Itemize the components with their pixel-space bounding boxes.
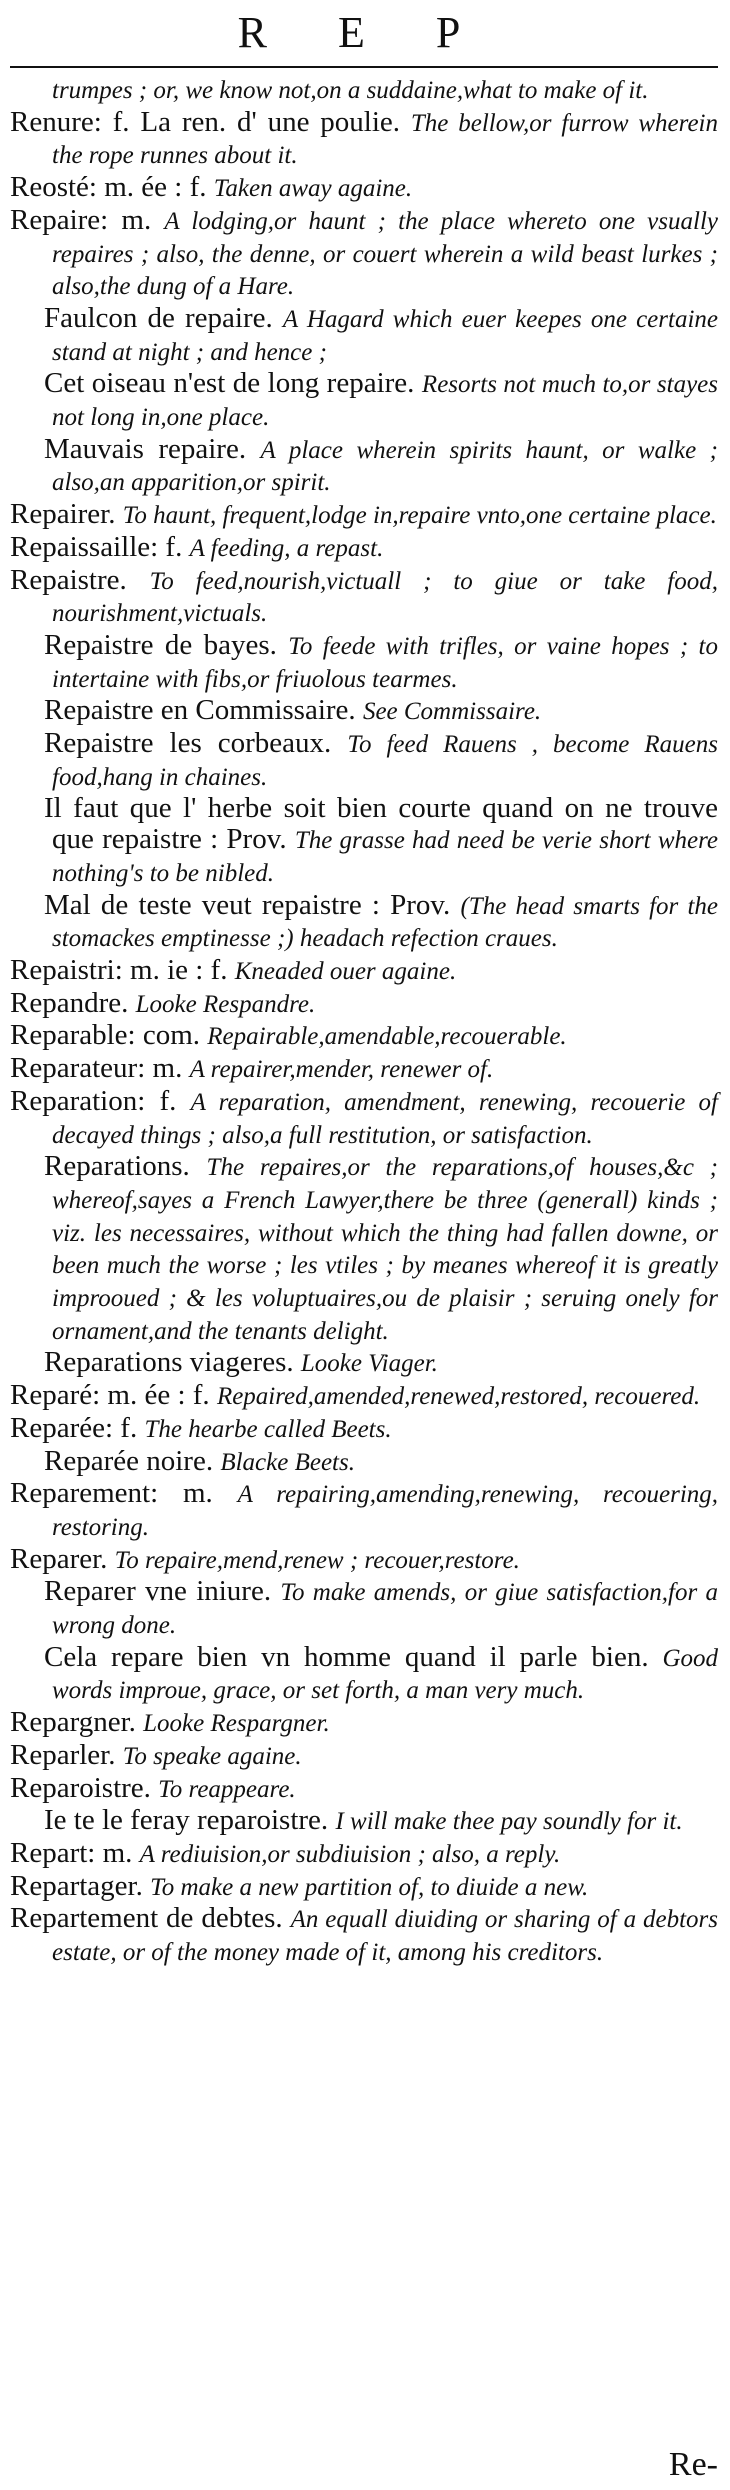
entry-headword: Repaissaille: f. [10,530,183,563]
entry-gloss: To feed,nourish,victuall ; to giue or take food, nourishment,victuals. [52,567,718,628]
dictionary-entry [10,793,718,889]
catchword: Re- [668,2446,718,2483]
dictionary-entry [10,74,718,107]
entry-headword: Reparée: f. [10,1411,138,1444]
entry-headword: Faulcon de repaire. [44,301,273,334]
entry-gloss: A lodging,or haunt ; the place whereto one vsually repaires ; also, the denne, or couert wherein a wild beast lurkes ; also,the dung of a Hare. [52,207,718,301]
entry-headword: Repaistri: m. ie : f. [10,953,228,986]
entry-headword: Reparateur: m. [10,1052,183,1085]
entry-headword: Repaistre les corbeaux. [44,727,332,760]
dictionary-entry [10,988,718,1021]
entry-headword: Ie te le feray reparoistre. [44,1804,329,1837]
entry-headword: Mauvais repaire. [44,432,247,465]
entry-headword: Repaistre de bayes. [44,628,277,661]
entry-gloss: The hearbe called Beets. [144,1415,392,1443]
entry-gloss: A repairer,mender, renewer of. [189,1056,494,1084]
dictionary-entry [10,1642,718,1707]
entry-headword: Mal de teste veut repaistre : Prov. [44,888,451,921]
dictionary-entry [10,565,718,630]
dictionary-entry [10,1413,718,1446]
entry-headword: Cet oiseau n'est de long repaire. [44,367,415,400]
entry-headword: Repaistre en Commissaire. [44,694,356,727]
entry-headword: Repartager. [10,1869,143,1902]
entry-gloss: Good words improue, grace, or set forth, a man very much. [52,1644,719,1705]
dictionary-entry [10,1871,718,1904]
entry-headword: Reparable: com. [10,1019,201,1052]
entry-headword: Il faut que l' herbe soit bien courte quand on ne trouve que repaistre : Prov. [44,792,718,856]
entry-headword: Reparé: m. ée : f. [10,1379,210,1412]
dictionary-entry [10,368,718,433]
entry-gloss: A place wherein spirits haunt, or walke ; also,an apparition,or spirit. [52,436,718,497]
entry-headword: Repartement de debtes. [10,1902,283,1935]
entry-headword: Reparer. [10,1542,108,1575]
entry-headword: Renure: f. La ren. d' une poulie. [10,105,401,138]
entry-gloss: I will make thee pay soundly for it. [335,1808,683,1836]
entry-gloss: Repairable,amendable,recouerable. [207,1023,567,1051]
entry-gloss: Looke Respargner. [143,1710,330,1738]
dictionary-entry [10,1151,718,1347]
dictionary-entry [10,695,718,728]
entry-gloss: (The head smarts for the stomackes emptinesse ;) headach refection craues. [52,892,719,953]
entry-gloss: Looke Respandre. [135,990,316,1018]
entry-headword: Reparée noire. [44,1444,214,1477]
entry-headword: Reparler. [10,1738,116,1771]
entry-gloss: To feed Rauens , become Rauens food,hang in chaines. [52,731,718,791]
entry-gloss: Blacke Beets. [220,1448,355,1476]
dictionary-entry [10,434,718,499]
dictionary-entry [10,1838,718,1871]
dictionary-entry [10,1544,718,1577]
entry-gloss: Taken away againe. [213,175,413,203]
dictionary-entry [10,1478,718,1543]
entry-headword: Repargner. [10,1706,136,1739]
entry-headword: Reparement: m. [10,1477,213,1510]
entry-gloss: Kneaded ouer againe. [234,957,457,985]
entry-gloss: To make a new partition of, to diuide a new. [150,1873,589,1901]
entry-gloss: See Commissaire. [362,698,542,726]
dictionary-entry [10,172,718,205]
dictionary-entry [10,1380,718,1413]
dictionary-entry [10,1576,718,1641]
dictionary-entry [10,1053,718,1086]
entry-gloss: An equall diuiding or sharing of a debtors estate, or of the money made of it, among his creditors. [52,1906,718,1967]
entry-gloss: A repairing,amending,renewing, recouering, restoring. [52,1481,719,1541]
entry-gloss: To repaire,mend,renew ; recouer,restore. [114,1546,520,1574]
entry-headword: Repandre. [10,986,129,1019]
entry-headword: Cela repare bien vn homme quand il parle bien. [44,1640,649,1673]
dictionary-entry [10,955,718,988]
dictionary-entry [10,1805,718,1838]
entry-headword: Reparoistre. [10,1771,151,1804]
header-rule [10,66,718,68]
entry-gloss: A feeding, a repast. [189,534,384,562]
entry-gloss: To speake againe. [122,1742,302,1770]
dictionary-entry [10,1903,718,1968]
dictionary-entry [10,1707,718,1740]
entry-headword: Reparation: f. [10,1084,177,1117]
dictionary-entry [10,205,718,303]
entry-headword: Reparations viageres. [44,1346,294,1379]
entry-gloss: A Hagard which euer keepes one certaine stand at night ; and hence ; [52,305,718,366]
dictionary-entry [10,1773,718,1806]
entry-headword: Repaire: m. [10,203,152,236]
entry-headword: Repairer. [10,498,116,531]
entry-headword: Repaistre. [10,563,127,596]
entry-gloss: A rediuision,or subdiuision ; also, a reply. [139,1840,561,1868]
entry-gloss: The bellow,or furrow wherein the rope runnes about it. [52,109,719,170]
entry-headword: Repart: m. [10,1836,133,1869]
entry-gloss: The grasse had need be verie short where nothing's to be nibled. [52,827,719,887]
dictionary-entry [10,890,718,955]
dictionary-entry [10,1086,718,1151]
entry-gloss: A reparation, amendment, renewing, recouerie of decayed things ; also,a full restitution, or satisfaction. [52,1088,718,1149]
dictionary-entry [10,499,718,532]
entry-gloss: To haunt, frequent,lodge in,repaire vnto,one certaine place. [122,502,717,530]
entry-gloss: Looke Viager. [300,1350,438,1378]
dictionary-entry [10,303,718,368]
entry-gloss: Resorts not much to,or stayes not long in,one place. [52,371,719,432]
entry-gloss: To make amends, or giue satisfaction,for a wrong done. [52,1579,718,1640]
entry-headword: Reparations. [44,1150,190,1183]
entry-gloss: To reappeare. [158,1775,296,1803]
dictionary-entry [10,1740,718,1773]
entry-gloss: Repaired,amended,renewed,restored, recouered. [216,1383,701,1411]
entry-gloss: trumpes ; or, we know not,on a suddaine,what to make of it. [52,77,649,104]
dictionary-entry [10,1020,718,1053]
entry-gloss: To feede with trifles, or vaine hopes ; to intertaine with fibs,or friuolous tearmes. [52,632,719,693]
entry-headword: Reosté: m. ée : f. [10,171,207,204]
dictionary-entry [10,630,718,695]
entry-headword: Reparer vne iniure. [44,1575,272,1608]
entry-list [10,74,718,1969]
dictionary-entry [10,1446,718,1479]
dictionary-entry [10,532,718,565]
dictionary-entry [10,107,718,172]
entry-gloss: The repaires,or the reparations,of houses,&c ; whereof,sayes a French Lawyer,there be three (generall) kinds ; viz. les necessaires, without which the thing had fallen downe, or been much the worse ; les vtiles ; by meanes whereof it is greatly improoued ; & les voluptuaires,ou de plaisir ; seruing onely for ornament,and the tenants delight. [52,1154,719,1345]
running-head: R E P [237,8,491,57]
dictionary-entry [10,1347,718,1380]
dictionary-entry [10,728,718,793]
